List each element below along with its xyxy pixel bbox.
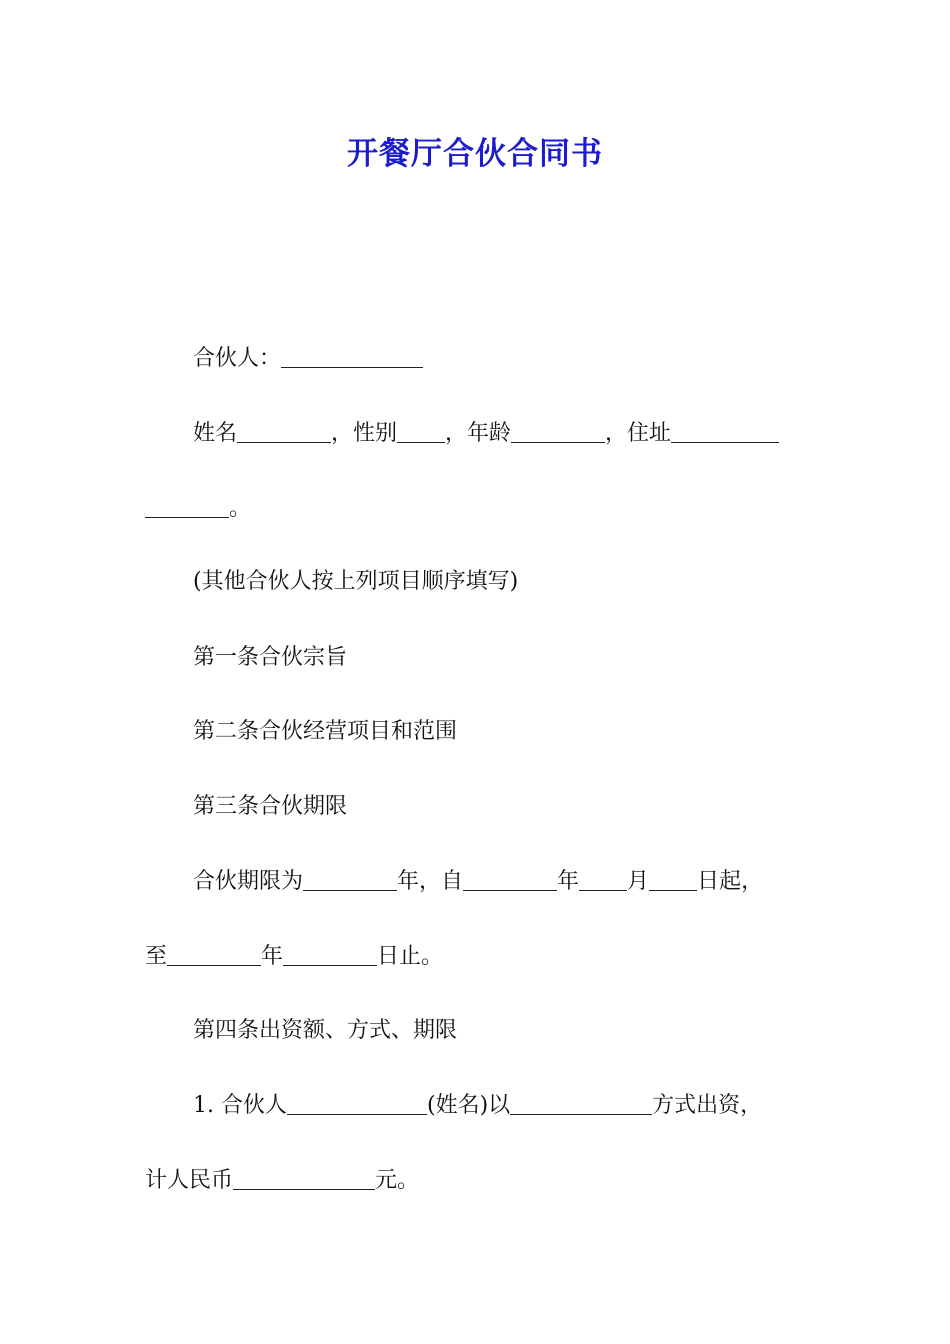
contribution-line-2 [145, 1166, 419, 1196]
document-title: 开餐厅合伙合同书 [347, 136, 603, 172]
age-label: ，年龄 [445, 421, 512, 446]
contributor-name-blank [287, 1094, 427, 1115]
address-blank [671, 422, 779, 443]
until-label: 至 [145, 944, 168, 969]
gender-blank [397, 422, 445, 443]
amount-blank [233, 1169, 375, 1190]
address-end: 。 [229, 496, 252, 521]
partner-info-line [193, 419, 779, 449]
currency-unit-label: 元。 [375, 1168, 420, 1193]
start-month-blank [579, 870, 627, 891]
age-blank [511, 422, 605, 443]
contributor-label: 1. 合伙人 [193, 1093, 287, 1118]
amount-label: 计人民币 [145, 1168, 234, 1193]
start-year-blank [463, 870, 557, 891]
contributor-name-label: (姓名)以 [426, 1093, 511, 1118]
name-label: 姓名 [193, 421, 238, 446]
partner-label: 合伙人： [193, 346, 282, 371]
contribution-line-1 [193, 1091, 762, 1121]
contribution-method-label: 方式出资， [652, 1093, 763, 1118]
article-4-heading: 第四条出资额、方式、期限 [193, 1018, 458, 1043]
end-day-blank [283, 945, 377, 966]
partner-line [193, 344, 423, 374]
term-line-2 [145, 942, 443, 972]
year-label: 年 [557, 869, 580, 894]
article-1-heading: 第一条合伙宗旨 [193, 645, 348, 670]
day-start-label: 日起， [697, 869, 764, 894]
gender-label: ，性别 [331, 421, 398, 446]
note-line: (其他合伙人按上列项目顺序填写) [193, 569, 519, 594]
partner-blank [281, 347, 423, 368]
end-year-label: 年 [261, 944, 284, 969]
article-3-heading: 第三条合伙期限 [193, 794, 348, 819]
article-2-heading: 第二条合伙经营项目和范围 [193, 719, 458, 744]
address-blank-continued [145, 497, 229, 518]
contribution-method-blank [510, 1094, 652, 1115]
month-label: 月 [627, 869, 650, 894]
term-years-blank [303, 870, 397, 891]
name-blank [237, 422, 331, 443]
term-label: 合伙期限为 [193, 869, 304, 894]
start-day-blank [649, 870, 697, 891]
address-continuation-line [145, 494, 251, 524]
term-line-1 [193, 867, 763, 897]
end-label: 日止。 [377, 944, 444, 969]
address-label: ，住址 [605, 421, 672, 446]
end-year-blank [167, 945, 261, 966]
term-from-label: 年，自 [397, 869, 464, 894]
